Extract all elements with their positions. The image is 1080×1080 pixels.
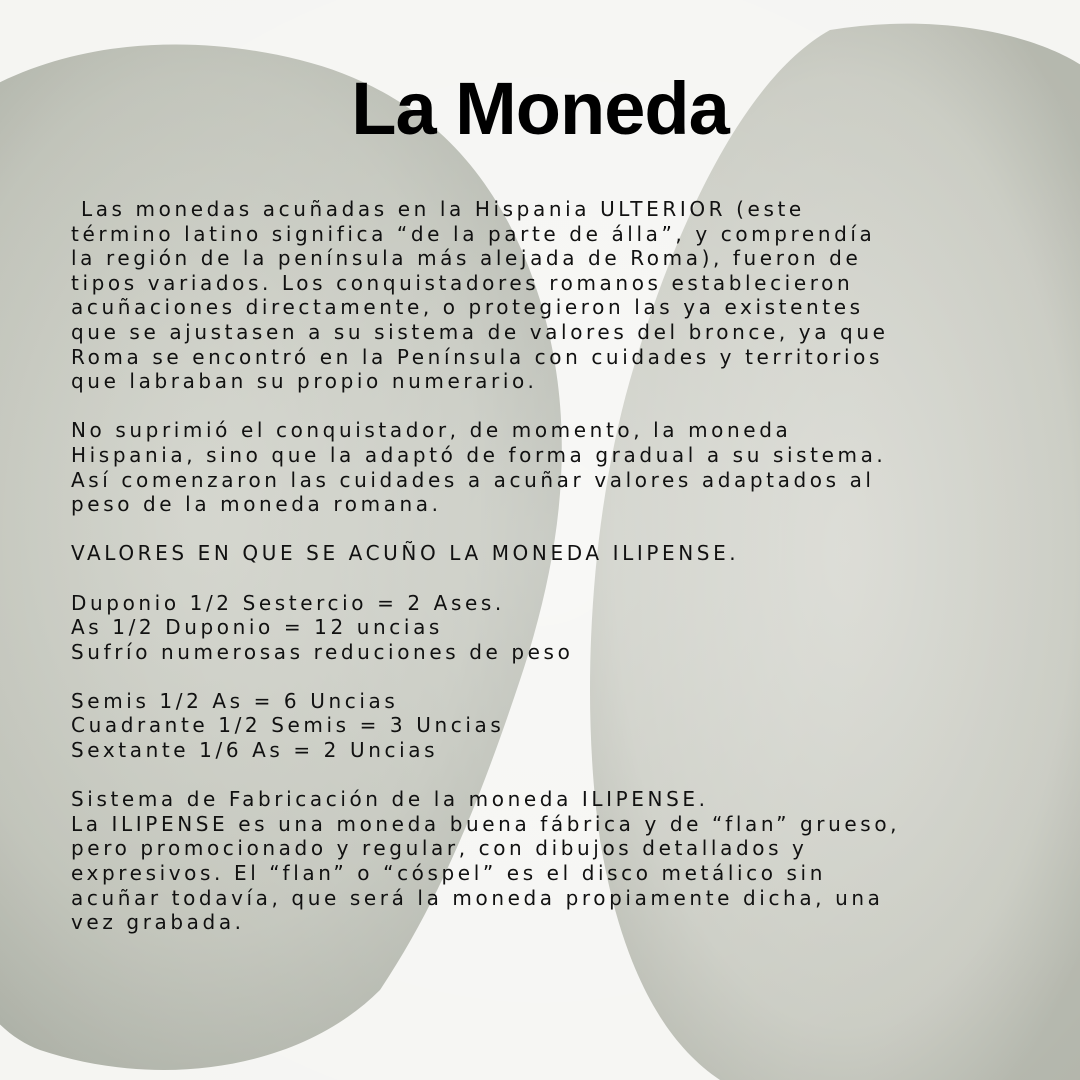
paragraph [71, 418, 1031, 516]
paragraph [71, 689, 1031, 763]
text-line: peso de la moneda romana. [71, 492, 442, 517]
text-line: tipos variados. Los conquistadores romanos establecieron [71, 270, 854, 295]
text-line: Cuadrante 1/2 Semis = 3 Uncias [71, 713, 505, 738]
text-line: Semis 1/2 As = 6 Uncias [71, 688, 399, 713]
text-line: Hispania, sino que la adaptó de forma gradual a su sistema. [71, 442, 887, 467]
text-line: término latino significa “de la parte de álla”, y comprendía [71, 221, 876, 246]
paragraph-gap [71, 566, 1031, 591]
text-line: Roma se encontró en la Península con cuidades y territorios [71, 344, 883, 369]
text-line: que se ajustasen a su sistema de valores del bronce, ya que [71, 319, 889, 344]
text-line: Duponio 1/2 Sestercio = 2 Ases. [71, 590, 505, 615]
text-line: Así comenzaron las cuidades a acuñar valores adaptados al [71, 467, 875, 492]
paragraph-gap [71, 517, 1031, 542]
text-line: Sextante 1/6 As = 2 Uncias [71, 738, 439, 763]
paragraph-gap [71, 664, 1031, 689]
text-line: La ILIPENSE es una moneda buena fábrica y de “flan” grueso, [71, 811, 901, 836]
paragraph [71, 197, 1031, 394]
text-line: acuñaciones directamente, o protegieron las ya existentes [71, 295, 864, 320]
text-line: expresivos. El “flan” o “cóspel” es el disco metálico sin [71, 861, 826, 886]
paragraph-gap [71, 394, 1031, 419]
text-line: la región de la península más alejada de Roma), fueron de [71, 246, 862, 271]
text-line: Las monedas acuñadas en la Hispania ULTERIOR (este [71, 197, 805, 221]
paragraph [71, 541, 1031, 566]
text-line: acuñar todavía, que será la moneda propiamente dicha, una [71, 885, 884, 910]
text-line: que labraban su propio numerario. [71, 369, 538, 394]
text-line: No suprimió el conquistador, de momento, la moneda [71, 418, 792, 443]
text-line: As 1/2 Duponio = 12 uncias [71, 615, 443, 640]
paragraph [71, 591, 1031, 665]
text-line: Sistema de Fabricación de la moneda ILIPENSE. [71, 787, 709, 812]
text-line: Sufrío numerosas reduciones de peso [71, 639, 574, 664]
paragraph [71, 787, 1031, 935]
text-line: vez grabada. [71, 910, 245, 935]
page-title: La Moneda [351, 67, 729, 150]
paragraph-gap [71, 763, 1031, 788]
article-body [71, 197, 1031, 935]
text-line: VALORES EN QUE SE ACUÑO LA MONEDA ILIPENSE. [71, 541, 740, 566]
text-line: pero promocionado y regular, con dibujos detallados y [71, 836, 808, 861]
